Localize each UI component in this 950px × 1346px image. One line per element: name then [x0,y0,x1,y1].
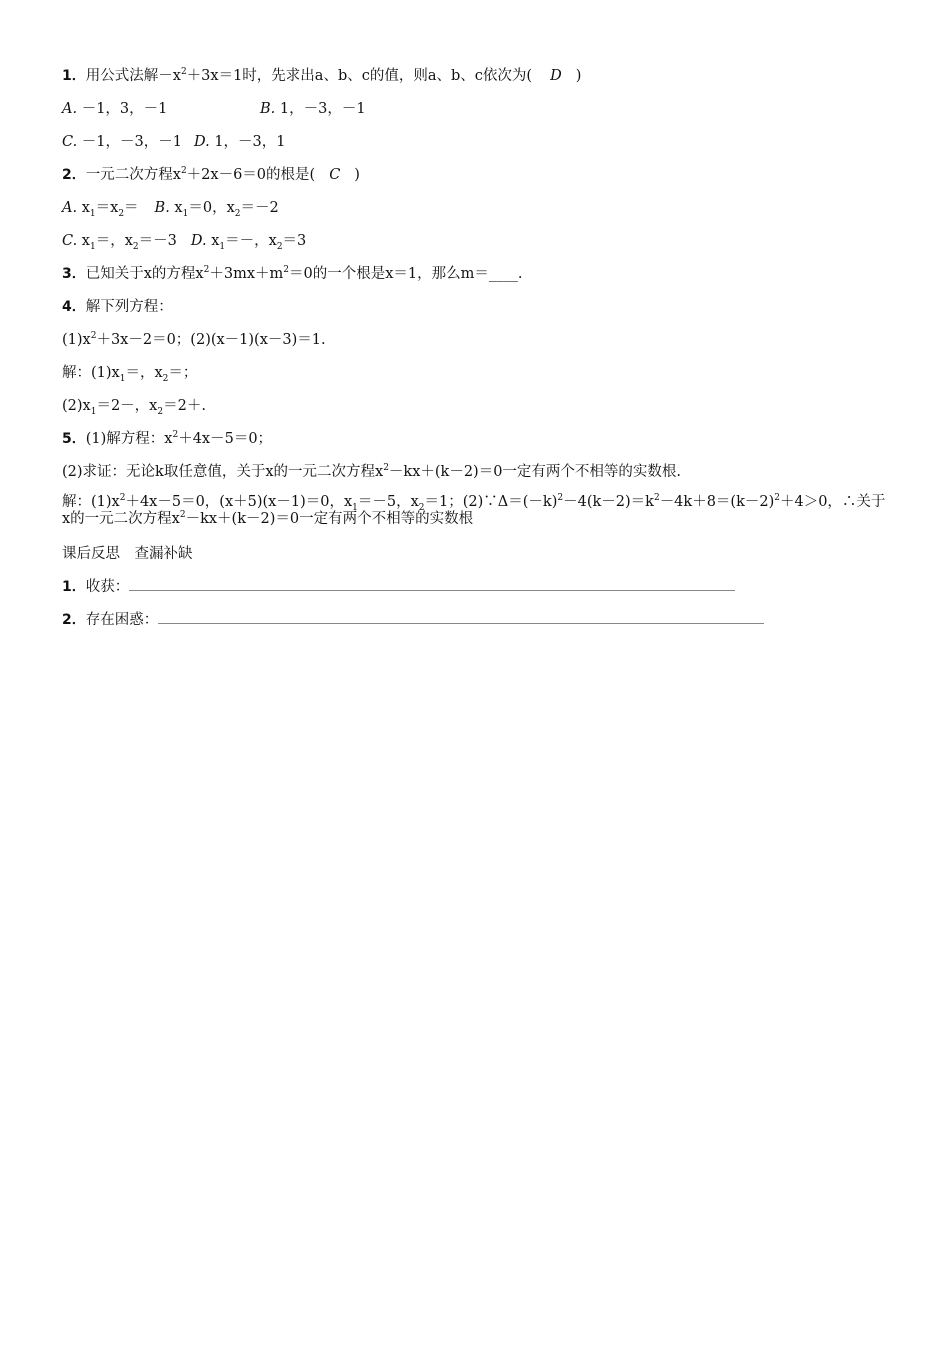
question-text: (2)求证：无论k取任意值，关于x的一元二次方程x [62,464,384,480]
question-text: ＋3mx＋m [209,266,284,282]
question-1-option-b [260,99,366,119]
section-heading: 课后反思 查漏补缺 [62,546,193,562]
option-text: －1，－3，－1 [81,134,182,150]
subscript: 2 [132,241,139,252]
solution-text: －4k＋8＝(k－2) [659,494,775,510]
subscript: 1 [119,373,126,384]
superscript: 2 [203,265,210,276]
question-text: ＋2x－6＝0的根是( [186,167,316,183]
question-5-part-1 [62,429,272,449]
item-label: 存在困惑： [85,612,159,628]
superscript: 2 [283,265,289,276]
bracket: ) [354,167,360,183]
option-text: ＝－2 [240,200,279,216]
answer-blank-line[interactable] [158,611,764,624]
subscript: 1 [219,241,226,252]
option-text: x [174,200,183,216]
option-label: C. [62,233,78,249]
reflection-item-1 [62,577,735,597]
option-text: ＝0，x [188,200,235,216]
superscript: 2 [557,493,564,504]
option-label: B. [260,101,276,117]
question-number: 1． [62,68,86,84]
question-3 [62,264,522,284]
subscript: 2 [157,406,164,417]
subscript: 2 [276,241,283,252]
question-2-options-ab [62,198,279,218]
option-text: ＝－3 [138,233,177,249]
option-text: 1，－3，－1 [279,101,366,117]
question-5-part-2 [62,462,681,482]
subscript: 2 [162,373,169,384]
question-number: 5． [62,431,86,447]
equation-text: (1)x [62,332,91,348]
question-2-options-cd [62,231,306,251]
question-text: ＝0的一个根是x＝1，那么m＝____. [288,266,523,282]
solution-text: ＝2－，x [96,398,158,414]
question-4-title [62,297,173,317]
superscript: 2 [653,493,660,504]
solution-text: ＝，x [125,365,163,381]
question-number: 2． [62,167,86,183]
subscript: 1 [89,241,96,252]
solution-text: 解：(1)x [62,365,120,381]
question-1-options-ab [62,99,167,119]
question-number: 4． [62,299,86,315]
bracket: ) [575,68,582,84]
equation-text: ＋3x－2＝0；(2)(x－1)(x－3)＝1. [96,332,326,348]
option-text: ＝，x [95,233,133,249]
option-label: C. [62,134,78,150]
question-text: 用公式法解－x [85,68,181,84]
question-text: ＋3x＝1时，先求出a、b、c的值，则a、b、c依次为( [186,68,533,84]
superscript: 2 [179,510,186,521]
option-text: 1，－3，1 [214,134,286,150]
solution-text: (2)x [62,398,91,414]
answer-blank-line[interactable] [129,578,735,591]
option-text: ＝－，x [225,233,277,249]
solution-text: ＋4x－5＝0，(x＋5)(x－1)＝0，x [125,494,353,510]
option-text: －1，3，－1 [81,101,168,117]
solution-text: －kx＋(k－2)＝0一定有两个不相等的实数根 [185,511,474,527]
solution-text: ＋4＞0，∴关于x的一元二次方程x [62,494,886,527]
question-text: ＋4x－5＝0； [178,431,273,447]
option-text: ＝x [95,200,119,216]
option-label: D. [193,134,210,150]
subscript: 1 [182,208,189,219]
option-label: A. [62,101,78,117]
question-4-solution-2 [62,396,206,416]
reflection-heading [62,544,193,564]
answer-letter: D [550,68,562,84]
question-text: 一元二次方程x [85,167,181,183]
superscript: 2 [180,166,187,177]
question-text: (1)解方程：x [85,431,173,447]
option-label: A. [62,200,78,216]
option-text: x [81,200,90,216]
question-1-options-cd [62,132,286,152]
question-number: 3． [62,266,86,282]
question-text: －kx＋(k－2)＝0一定有两个不相等的实数根. [388,464,682,480]
option-text: ＝ [124,200,139,216]
option-text: x [211,233,220,249]
superscript: 2 [90,331,97,342]
option-label: D. [190,233,207,249]
subscript: 1 [90,406,97,417]
question-text: 解下列方程： [85,299,173,315]
subscript: 1 [89,208,96,219]
superscript: 2 [180,67,187,78]
solution-text: ＝－5，x [357,494,419,510]
superscript: 2 [774,493,780,504]
option-text: ＝3 [282,233,307,249]
solution-text: －4(k－2)＝k [563,494,654,510]
solution-text: ＝； [168,365,198,381]
item-number: 2． [62,612,86,628]
solution-text: 解：(1)x [62,494,120,510]
reflection-item-2 [62,610,764,630]
subscript: 2 [234,208,241,219]
question-text: 已知关于x的方程x [85,266,204,282]
subscript: 2 [118,208,125,219]
superscript: 2 [172,430,179,441]
question-4-solution-1 [62,363,197,383]
question-2-stem [62,165,360,185]
solution-text: ＝1；(2)∵Δ＝(－k) [424,494,558,510]
question-5-solution [62,494,892,528]
option-text: x [81,233,90,249]
subscript: 1 [352,502,358,513]
question-1-stem [62,66,581,86]
solution-text: ＝2＋. [163,398,206,414]
option-label: B. [154,200,170,216]
answer-letter: C [329,167,341,183]
item-number: 1． [62,579,86,595]
question-4-equations [62,330,326,350]
superscript: 2 [383,463,389,474]
superscript: 2 [119,493,126,504]
subscript: 2 [418,502,425,513]
item-label: 收获： [85,579,130,595]
